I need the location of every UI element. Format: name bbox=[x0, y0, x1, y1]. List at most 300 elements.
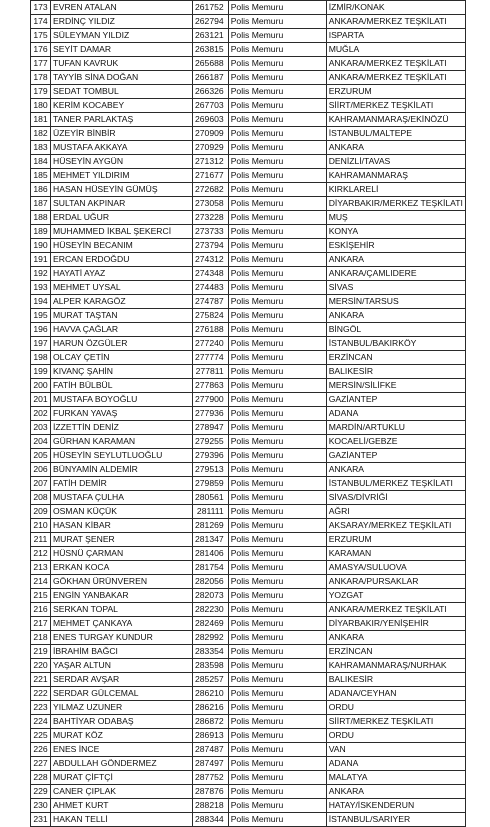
assignment-cell: ANKARA/MERKEZ TEŞKİLATI bbox=[326, 57, 465, 71]
rank-cell: Polis Memuru bbox=[228, 519, 326, 533]
registry-number-cell: 277774 bbox=[193, 351, 229, 365]
name-cell: HÜSEYİN SEYLUTLUOĞLU bbox=[51, 449, 193, 463]
registry-number-cell: 277811 bbox=[193, 365, 229, 379]
registry-number-cell: 279396 bbox=[193, 449, 229, 463]
table-row bbox=[31, 603, 466, 617]
row-number-cell: 184 bbox=[31, 155, 51, 169]
row-number-cell: 195 bbox=[31, 309, 51, 323]
rank-cell: Polis Memuru bbox=[228, 603, 326, 617]
registry-number-cell: 265688 bbox=[193, 57, 229, 71]
assignment-cell: AMASYA/SULUOVA bbox=[326, 561, 465, 575]
registry-number-cell: 263815 bbox=[193, 43, 229, 57]
table-row bbox=[31, 253, 466, 267]
registry-number-cell: 274348 bbox=[193, 267, 229, 281]
table-row bbox=[31, 113, 466, 127]
rank-cell: Polis Memuru bbox=[228, 687, 326, 701]
registry-number-cell: 279513 bbox=[193, 463, 229, 477]
name-cell: MEHMET YILDIRIM bbox=[51, 169, 193, 183]
rank-cell: Polis Memuru bbox=[228, 15, 326, 29]
registry-number-cell: 267703 bbox=[193, 99, 229, 113]
row-number-cell: 221 bbox=[31, 673, 51, 687]
rank-cell: Polis Memuru bbox=[228, 239, 326, 253]
table-row bbox=[31, 239, 466, 253]
table-row bbox=[31, 813, 466, 827]
rank-cell: Polis Memuru bbox=[228, 645, 326, 659]
assignment-cell: ISPARTA bbox=[326, 29, 465, 43]
name-cell: OSMAN KÜÇÜK bbox=[51, 505, 193, 519]
name-cell: KIVANÇ ŞAHİN bbox=[51, 365, 193, 379]
assignment-cell: KARAMAN bbox=[326, 547, 465, 561]
assignment-cell: HATAY/İSKENDERUN bbox=[326, 799, 465, 813]
registry-number-cell: 266187 bbox=[193, 71, 229, 85]
table-row bbox=[31, 687, 466, 701]
registry-number-cell: 270929 bbox=[193, 141, 229, 155]
table-row bbox=[31, 393, 466, 407]
row-number-cell: 223 bbox=[31, 701, 51, 715]
table-row bbox=[31, 71, 466, 85]
rank-cell: Polis Memuru bbox=[228, 449, 326, 463]
rank-cell: Polis Memuru bbox=[228, 337, 326, 351]
name-cell: İZZETTİN DENİZ bbox=[51, 421, 193, 435]
rank-cell: Polis Memuru bbox=[228, 533, 326, 547]
rank-cell: Polis Memuru bbox=[228, 323, 326, 337]
table-row bbox=[31, 85, 466, 99]
table-row bbox=[31, 169, 466, 183]
row-number-cell: 214 bbox=[31, 575, 51, 589]
assignment-cell: AĞRI bbox=[326, 505, 465, 519]
row-number-cell: 209 bbox=[31, 505, 51, 519]
rank-cell: Polis Memuru bbox=[228, 589, 326, 603]
table-row bbox=[31, 309, 466, 323]
rank-cell: Polis Memuru bbox=[228, 799, 326, 813]
rank-cell: Polis Memuru bbox=[228, 113, 326, 127]
row-number-cell: 200 bbox=[31, 379, 51, 393]
rank-cell: Polis Memuru bbox=[228, 421, 326, 435]
assignment-cell: SİVAS/DİVRİĞİ bbox=[326, 491, 465, 505]
registry-number-cell: 286872 bbox=[193, 715, 229, 729]
registry-number-cell: 274483 bbox=[193, 281, 229, 295]
table-row bbox=[31, 547, 466, 561]
assignment-cell: MERSİN/SİLİFKE bbox=[326, 379, 465, 393]
row-number-cell: 185 bbox=[31, 169, 51, 183]
table-row bbox=[31, 477, 466, 491]
name-cell: EVREN ATALAN bbox=[51, 1, 193, 15]
name-cell: MEHMET ÇANKAYA bbox=[51, 617, 193, 631]
row-number-cell: 224 bbox=[31, 715, 51, 729]
rank-cell: Polis Memuru bbox=[228, 757, 326, 771]
table-row bbox=[31, 561, 466, 575]
registry-number-cell: 278947 bbox=[193, 421, 229, 435]
rank-cell: Polis Memuru bbox=[228, 407, 326, 421]
assignment-cell: GAZİANTEP bbox=[326, 449, 465, 463]
registry-number-cell: 277936 bbox=[193, 407, 229, 421]
assignment-cell: KOCAELİ/GEBZE bbox=[326, 435, 465, 449]
registry-number-cell: 269603 bbox=[193, 113, 229, 127]
registry-number-cell: 277863 bbox=[193, 379, 229, 393]
table-row bbox=[31, 29, 466, 43]
assignment-cell: ERZİNCAN bbox=[326, 351, 465, 365]
registry-number-cell: 271677 bbox=[193, 169, 229, 183]
row-number-cell: 192 bbox=[31, 267, 51, 281]
name-cell: OLCAY ÇETİN bbox=[51, 351, 193, 365]
table-row bbox=[31, 575, 466, 589]
name-cell: ENES İNCE bbox=[51, 743, 193, 757]
name-cell: GÜRHAN KARAMAN bbox=[51, 435, 193, 449]
table-row bbox=[31, 57, 466, 71]
row-number-cell: 176 bbox=[31, 43, 51, 57]
assignment-cell: DİYARBAKIR/MERKEZ TEŞKİLATI bbox=[326, 197, 465, 211]
rank-cell: Polis Memuru bbox=[228, 673, 326, 687]
rank-cell: Polis Memuru bbox=[228, 491, 326, 505]
row-number-cell: 211 bbox=[31, 533, 51, 547]
registry-number-cell: 287752 bbox=[193, 771, 229, 785]
table-row bbox=[31, 715, 466, 729]
table-row bbox=[31, 351, 466, 365]
name-cell: SEDAT TOMBUL bbox=[51, 85, 193, 99]
registry-number-cell: 282469 bbox=[193, 617, 229, 631]
name-cell: GÖKHAN ÜRÜNVEREN bbox=[51, 575, 193, 589]
assignment-cell: ADANA bbox=[326, 407, 465, 421]
registry-number-cell: 282992 bbox=[193, 631, 229, 645]
rank-cell: Polis Memuru bbox=[228, 99, 326, 113]
name-cell: MURAT KÖZ bbox=[51, 729, 193, 743]
row-number-cell: 231 bbox=[31, 813, 51, 827]
assignment-cell: BİNGÖL bbox=[326, 323, 465, 337]
table-row bbox=[31, 617, 466, 631]
assignment-cell: İSTANBUL/MALTEPE bbox=[326, 127, 465, 141]
table-row bbox=[31, 337, 466, 351]
assignment-cell: DİYARBAKIR/YENİŞEHİR bbox=[326, 617, 465, 631]
rank-cell: Polis Memuru bbox=[228, 155, 326, 169]
table-row bbox=[31, 211, 466, 225]
assignment-cell: ANKARA/PURSAKLAR bbox=[326, 575, 465, 589]
registry-number-cell: 282073 bbox=[193, 589, 229, 603]
name-cell: FATİH DEMİR bbox=[51, 477, 193, 491]
table-row bbox=[31, 505, 466, 519]
registry-number-cell: 274787 bbox=[193, 295, 229, 309]
name-cell: ABDULLAH GÖNDERMEZ bbox=[51, 757, 193, 771]
row-number-cell: 191 bbox=[31, 253, 51, 267]
row-number-cell: 216 bbox=[31, 603, 51, 617]
assignment-cell: KAHRAMANMARAŞ bbox=[326, 169, 465, 183]
row-number-cell: 228 bbox=[31, 771, 51, 785]
name-cell: ÜZEYİR BİNBİR bbox=[51, 127, 193, 141]
row-number-cell: 179 bbox=[31, 85, 51, 99]
row-number-cell: 193 bbox=[31, 281, 51, 295]
rank-cell: Polis Memuru bbox=[228, 1, 326, 15]
assignment-cell: ORDU bbox=[326, 701, 465, 715]
assignment-cell: ANKARA bbox=[326, 141, 465, 155]
assignment-cell: ERZURUM bbox=[326, 533, 465, 547]
name-cell: HÜSNÜ ÇARMAN bbox=[51, 547, 193, 561]
registry-number-cell: 281269 bbox=[193, 519, 229, 533]
row-number-cell: 210 bbox=[31, 519, 51, 533]
registry-number-cell: 286210 bbox=[193, 687, 229, 701]
table-row bbox=[31, 127, 466, 141]
name-cell: HÜSEYİN AYGÜN bbox=[51, 155, 193, 169]
rank-cell: Polis Memuru bbox=[228, 729, 326, 743]
name-cell: HARUN ÖZGÜLER bbox=[51, 337, 193, 351]
registry-number-cell: 287876 bbox=[193, 785, 229, 799]
assignment-cell: ADANA/CEYHAN bbox=[326, 687, 465, 701]
assignment-cell: ERZURUM bbox=[326, 85, 465, 99]
assignment-cell: İSTANBUL/SARIYER bbox=[326, 813, 465, 827]
assignment-cell: BALIKESİR bbox=[326, 673, 465, 687]
assignment-cell: KAHRAMANMARAŞ/NURHAK bbox=[326, 659, 465, 673]
name-cell: TUFAN KAVRUK bbox=[51, 57, 193, 71]
row-number-cell: 229 bbox=[31, 785, 51, 799]
table-row bbox=[31, 799, 466, 813]
row-number-cell: 188 bbox=[31, 211, 51, 225]
rank-cell: Polis Memuru bbox=[228, 477, 326, 491]
registry-number-cell: 283598 bbox=[193, 659, 229, 673]
name-cell: AHMET KURT bbox=[51, 799, 193, 813]
row-number-cell: 199 bbox=[31, 365, 51, 379]
assignment-cell: KAHRAMANMARAŞ/EKİNÖZÜ bbox=[326, 113, 465, 127]
assignment-cell: ANKARA/MERKEZ TEŞKİLATI bbox=[326, 603, 465, 617]
table-row bbox=[31, 491, 466, 505]
registry-number-cell: 283354 bbox=[193, 645, 229, 659]
registry-number-cell: 263121 bbox=[193, 29, 229, 43]
registry-number-cell: 276188 bbox=[193, 323, 229, 337]
table-row bbox=[31, 785, 466, 799]
table-row bbox=[31, 757, 466, 771]
row-number-cell: 201 bbox=[31, 393, 51, 407]
assignment-cell: ANKARA bbox=[326, 785, 465, 799]
name-cell: MURAT ŞENER bbox=[51, 533, 193, 547]
table-row bbox=[31, 645, 466, 659]
registry-number-cell: 287487 bbox=[193, 743, 229, 757]
registry-number-cell: 286913 bbox=[193, 729, 229, 743]
name-cell: SEYİT DAMAR bbox=[51, 43, 193, 57]
name-cell: ALPER KARAGÖZ bbox=[51, 295, 193, 309]
row-number-cell: 220 bbox=[31, 659, 51, 673]
name-cell: CANER ÇIPLAK bbox=[51, 785, 193, 799]
row-number-cell: 204 bbox=[31, 435, 51, 449]
registry-number-cell: 281347 bbox=[193, 533, 229, 547]
assignment-cell: ERZİNCAN bbox=[326, 645, 465, 659]
rank-cell: Polis Memuru bbox=[228, 29, 326, 43]
name-cell: TANER PARLAKTAŞ bbox=[51, 113, 193, 127]
name-cell: TAYYİB SİNA DOĞAN bbox=[51, 71, 193, 85]
name-cell: SÜLEYMAN YILDIZ bbox=[51, 29, 193, 43]
name-cell: YAŞAR ALTUN bbox=[51, 659, 193, 673]
row-number-cell: 187 bbox=[31, 197, 51, 211]
table-row bbox=[31, 295, 466, 309]
table-row bbox=[31, 141, 466, 155]
rank-cell: Polis Memuru bbox=[228, 771, 326, 785]
row-number-cell: 208 bbox=[31, 491, 51, 505]
rank-cell: Polis Memuru bbox=[228, 197, 326, 211]
registry-number-cell: 282056 bbox=[193, 575, 229, 589]
table-row bbox=[31, 449, 466, 463]
assignment-cell: ANKARA bbox=[326, 253, 465, 267]
name-cell: ERDİNÇ YILDIZ bbox=[51, 15, 193, 29]
registry-number-cell: 281111 bbox=[193, 505, 229, 519]
assignment-cell: AKSARAY/MERKEZ TEŞKİLATI bbox=[326, 519, 465, 533]
rank-cell: Polis Memuru bbox=[228, 463, 326, 477]
rank-cell: Polis Memuru bbox=[228, 715, 326, 729]
name-cell: KERİM KOCABEY bbox=[51, 99, 193, 113]
rank-cell: Polis Memuru bbox=[228, 351, 326, 365]
registry-number-cell: 287497 bbox=[193, 757, 229, 771]
rank-cell: Polis Memuru bbox=[228, 379, 326, 393]
assignment-cell: SİİRT/MERKEZ TEŞKİLATI bbox=[326, 99, 465, 113]
assignment-cell: KIRKLARELİ bbox=[326, 183, 465, 197]
assignment-cell: İZMİR/KONAK bbox=[326, 1, 465, 15]
row-number-cell: 173 bbox=[31, 1, 51, 15]
rank-cell: Polis Memuru bbox=[228, 85, 326, 99]
assignment-cell: GAZİANTEP bbox=[326, 393, 465, 407]
registry-number-cell: 273228 bbox=[193, 211, 229, 225]
assignment-cell: MUŞ bbox=[326, 211, 465, 225]
registry-number-cell: 273733 bbox=[193, 225, 229, 239]
table-row bbox=[31, 267, 466, 281]
rank-cell: Polis Memuru bbox=[228, 617, 326, 631]
table-row bbox=[31, 729, 466, 743]
name-cell: FURKAN YAVAŞ bbox=[51, 407, 193, 421]
row-number-cell: 215 bbox=[31, 589, 51, 603]
rank-cell: Polis Memuru bbox=[228, 547, 326, 561]
table-row bbox=[31, 435, 466, 449]
name-cell: MUSTAFA ÇULHA bbox=[51, 491, 193, 505]
row-number-cell: 206 bbox=[31, 463, 51, 477]
assignment-cell: YOZGAT bbox=[326, 589, 465, 603]
assignment-cell: ANKARA/MERKEZ TEŞKİLATI bbox=[326, 15, 465, 29]
table-row bbox=[31, 463, 466, 477]
rank-cell: Polis Memuru bbox=[228, 393, 326, 407]
registry-number-cell: 282230 bbox=[193, 603, 229, 617]
rank-cell: Polis Memuru bbox=[228, 561, 326, 575]
rank-cell: Polis Memuru bbox=[228, 743, 326, 757]
name-cell: MURAT TAŞTAN bbox=[51, 309, 193, 323]
table-row bbox=[31, 631, 466, 645]
rank-cell: Polis Memuru bbox=[228, 505, 326, 519]
table-row bbox=[31, 99, 466, 113]
row-number-cell: 217 bbox=[31, 617, 51, 631]
name-cell: HAKAN TELLİ bbox=[51, 813, 193, 827]
table-row bbox=[31, 1, 466, 15]
name-cell: ENES TURGAY KUNDUR bbox=[51, 631, 193, 645]
assignment-cell: SİVAS bbox=[326, 281, 465, 295]
table-row bbox=[31, 743, 466, 757]
rank-cell: Polis Memuru bbox=[228, 701, 326, 715]
registry-number-cell: 281754 bbox=[193, 561, 229, 575]
assignment-cell: ANKARA/MERKEZ TEŞKİLATI bbox=[326, 71, 465, 85]
rank-cell: Polis Memuru bbox=[228, 575, 326, 589]
table-row bbox=[31, 533, 466, 547]
registry-number-cell: 275824 bbox=[193, 309, 229, 323]
table-row bbox=[31, 323, 466, 337]
registry-number-cell: 273794 bbox=[193, 239, 229, 253]
registry-number-cell: 266326 bbox=[193, 85, 229, 99]
row-number-cell: 186 bbox=[31, 183, 51, 197]
registry-number-cell: 261752 bbox=[193, 1, 229, 15]
rank-cell: Polis Memuru bbox=[228, 183, 326, 197]
registry-number-cell: 277240 bbox=[193, 337, 229, 351]
registry-number-cell: 262794 bbox=[193, 15, 229, 29]
name-cell: İBRAHİM BAĞCI bbox=[51, 645, 193, 659]
rank-cell: Polis Memuru bbox=[228, 267, 326, 281]
assignment-cell: ANKARA bbox=[326, 309, 465, 323]
rank-cell: Polis Memuru bbox=[228, 225, 326, 239]
table-row bbox=[31, 281, 466, 295]
row-number-cell: 178 bbox=[31, 71, 51, 85]
registry-number-cell: 288344 bbox=[193, 813, 229, 827]
table-row bbox=[31, 589, 466, 603]
name-cell: MURAT ÇİFTÇİ bbox=[51, 771, 193, 785]
row-number-cell: 205 bbox=[31, 449, 51, 463]
rank-cell: Polis Memuru bbox=[228, 785, 326, 799]
registry-number-cell: 288218 bbox=[193, 799, 229, 813]
assignment-cell: MUĞLA bbox=[326, 43, 465, 57]
row-number-cell: 218 bbox=[31, 631, 51, 645]
name-cell: ERCAN ERDOĞDU bbox=[51, 253, 193, 267]
assignment-cell: ANKARA bbox=[326, 631, 465, 645]
registry-number-cell: 279255 bbox=[193, 435, 229, 449]
name-cell: MEHMET UYSAL bbox=[51, 281, 193, 295]
name-cell: HASAN KİBAR bbox=[51, 519, 193, 533]
registry-number-cell: 280561 bbox=[193, 491, 229, 505]
name-cell: MUHAMMED İKBAL ŞEKERCİ bbox=[51, 225, 193, 239]
table-row bbox=[31, 771, 466, 785]
rank-cell: Polis Memuru bbox=[228, 281, 326, 295]
name-cell: SERDAR AVŞAR bbox=[51, 673, 193, 687]
row-number-cell: 177 bbox=[31, 57, 51, 71]
rank-cell: Polis Memuru bbox=[228, 365, 326, 379]
name-cell: SERDAR GÜLCEMAL bbox=[51, 687, 193, 701]
registry-number-cell: 271312 bbox=[193, 155, 229, 169]
name-cell: HASAN HÜSEYİN GÜMÜŞ bbox=[51, 183, 193, 197]
row-number-cell: 181 bbox=[31, 113, 51, 127]
registry-number-cell: 286216 bbox=[193, 701, 229, 715]
row-number-cell: 225 bbox=[31, 729, 51, 743]
name-cell: YILMAZ UZUNER bbox=[51, 701, 193, 715]
assignment-cell: VAN bbox=[326, 743, 465, 757]
table-row bbox=[31, 659, 466, 673]
row-number-cell: 189 bbox=[31, 225, 51, 239]
name-cell: ENGİN YANBAKAR bbox=[51, 589, 193, 603]
row-number-cell: 182 bbox=[31, 127, 51, 141]
name-cell: SULTAN AKPINAR bbox=[51, 197, 193, 211]
name-cell: FATİH BÜLBÜL bbox=[51, 379, 193, 393]
personnel-table bbox=[30, 0, 466, 827]
registry-number-cell: 281406 bbox=[193, 547, 229, 561]
registry-number-cell: 285257 bbox=[193, 673, 229, 687]
table-row bbox=[31, 673, 466, 687]
assignment-cell: MALATYA bbox=[326, 771, 465, 785]
name-cell: BÜNYAMİN ALDEMİR bbox=[51, 463, 193, 477]
name-cell: HÜSEYİN BECANIM bbox=[51, 239, 193, 253]
row-number-cell: 197 bbox=[31, 337, 51, 351]
row-number-cell: 175 bbox=[31, 29, 51, 43]
table-row bbox=[31, 379, 466, 393]
table-row bbox=[31, 155, 466, 169]
table-row bbox=[31, 701, 466, 715]
assignment-cell: ADANA bbox=[326, 757, 465, 771]
rank-cell: Polis Memuru bbox=[228, 57, 326, 71]
assignment-cell: KONYA bbox=[326, 225, 465, 239]
row-number-cell: 174 bbox=[31, 15, 51, 29]
name-cell: HAYATİ AYAZ bbox=[51, 267, 193, 281]
rank-cell: Polis Memuru bbox=[228, 435, 326, 449]
registry-number-cell: 273058 bbox=[193, 197, 229, 211]
table-row bbox=[31, 365, 466, 379]
rank-cell: Polis Memuru bbox=[228, 211, 326, 225]
assignment-cell: İSTANBUL/BAKIRKÖY bbox=[326, 337, 465, 351]
table-row bbox=[31, 183, 466, 197]
row-number-cell: 183 bbox=[31, 141, 51, 155]
